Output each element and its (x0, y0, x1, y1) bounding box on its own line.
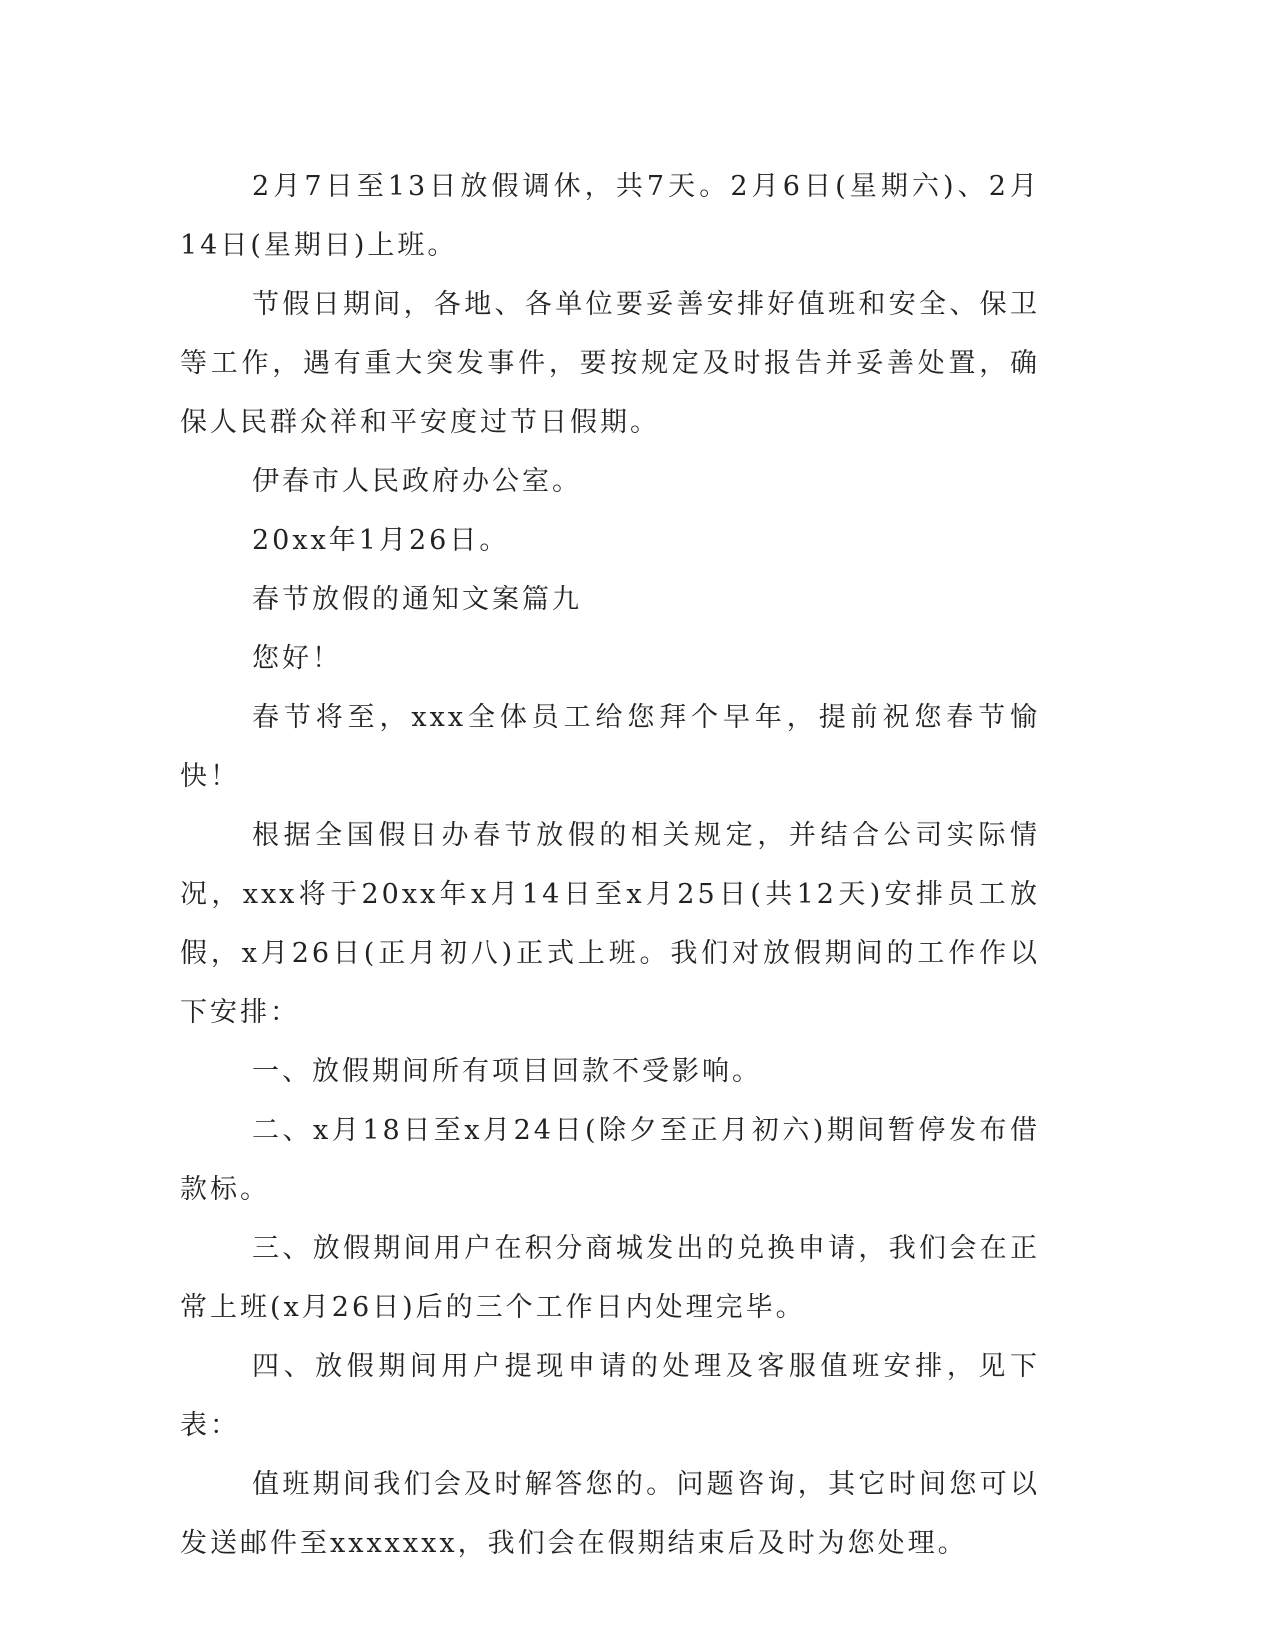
paragraph-item-three: 三、放假期间用户在积分商城发出的兑换申请，我们会在正常上班(x月26日)后的三个工作日内处理完毕。 (180, 1233, 1040, 1323)
paragraph-item-four: 四、放假期间用户提现申请的处理及客服值班安排，见下表： (180, 1351, 1040, 1441)
paragraph-date: 20xx年1月26日。 (252, 525, 510, 556)
paragraph-issuer: 伊春市人民政府办公室。 (252, 466, 582, 497)
paragraph-item-two: 二、x月18日至x月24日(除夕至正月初六)期间暂停发布借款标。 (180, 1115, 1040, 1205)
paragraph-contact: 值班期间我们会及时解答您的。问题咨询，其它时间您可以发送邮件至xxxxxxx，我们会在假期结束后及时为您处理。 (180, 1469, 1040, 1559)
paragraph-item-one: 一、放假期间所有项目回款不受影响。 (252, 1056, 762, 1087)
paragraph-holiday-schedule: 2月7日至13日放假调休，共7天。2月6日(星期六)、2月14日(星期日)上班。 (180, 171, 1040, 261)
section-heading: 春节放假的通知文案篇九 (252, 584, 582, 615)
document-body (180, 157, 1040, 1573)
paragraph-duty-arrangement: 节假日期间，各地、各单位要妥善安排好值班和安全、保卫等工作，遇有重大突发事件，要按规定及时报告并妥善处置，确保人民群众祥和平安度过节日假期。 (180, 289, 1040, 438)
paragraph-holiday-notice: 根据全国假日办春节放假的相关规定，并结合公司实际情况，xxx将于20xx年x月14日至x月25日(共12天)安排员工放假，x月26日(正月初八)正式上班。我们对放假期间的工作作以下安排： (180, 820, 1040, 1028)
paragraph-new-year-wishes: 春节将至，xxx全体员工给您拜个早年，提前祝您春节愉快！ (180, 702, 1040, 792)
paragraph-greeting: 您好！ (252, 643, 342, 674)
